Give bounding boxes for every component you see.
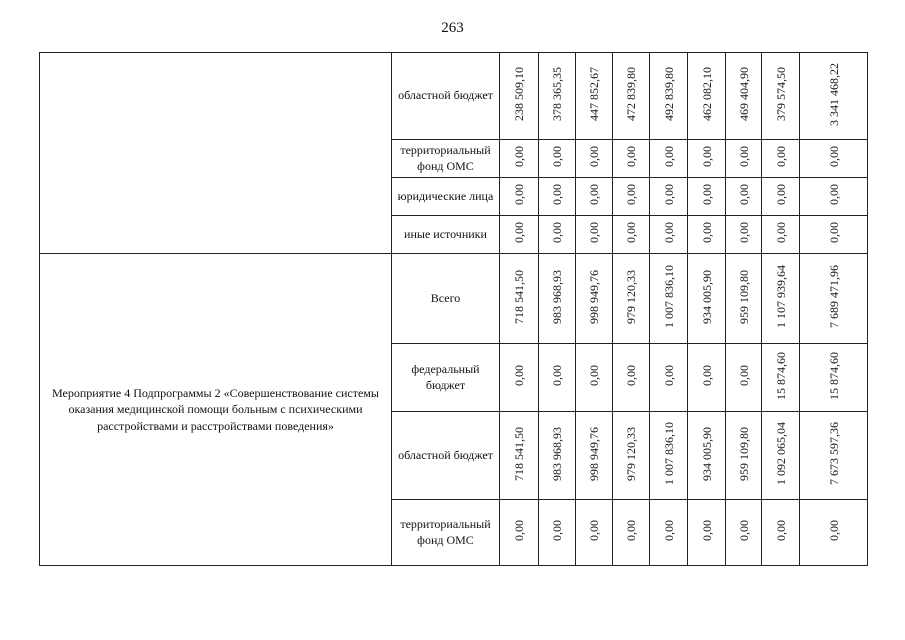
value-cell <box>539 500 576 566</box>
value-text: 1 107 939,64 <box>773 265 788 328</box>
value-cell <box>762 178 800 216</box>
value-text: 7 673 597,36 <box>826 422 841 485</box>
value-text: 0,00 <box>661 222 676 243</box>
value-text: 378 365,35 <box>550 67 564 121</box>
value-cell <box>613 216 650 254</box>
value-cell <box>688 500 726 566</box>
value-text: 934 005,90 <box>699 426 714 481</box>
source-cell: областной бюджет <box>392 53 500 140</box>
value-cell <box>613 53 650 140</box>
value-text: 0,00 <box>624 184 638 205</box>
value-cell <box>539 178 576 216</box>
value-text: 0,00 <box>661 184 676 205</box>
value-cell <box>800 344 868 412</box>
value-text: 0,00 <box>699 146 714 167</box>
value-cell <box>500 254 539 344</box>
value-text: 0,00 <box>773 184 788 205</box>
value-cell <box>539 344 576 412</box>
value-cell <box>613 140 650 178</box>
value-cell <box>576 216 613 254</box>
value-cell <box>800 500 868 566</box>
value-cell <box>576 500 613 566</box>
value-cell <box>650 412 688 500</box>
value-cell <box>500 140 539 178</box>
value-text: 7 689 471,96 <box>826 265 841 328</box>
value-cell <box>539 140 576 178</box>
value-cell <box>688 412 726 500</box>
value-cell <box>650 216 688 254</box>
value-cell <box>539 216 576 254</box>
value-cell <box>613 412 650 500</box>
value-text: 0,00 <box>512 520 526 541</box>
value-text: 0,00 <box>587 146 601 167</box>
value-cell <box>800 216 868 254</box>
value-text: 0,00 <box>826 146 841 167</box>
table-row <box>40 53 868 140</box>
value-cell <box>800 140 868 178</box>
value-cell <box>613 344 650 412</box>
value-cell <box>576 412 613 500</box>
value-cell <box>762 53 800 140</box>
value-text: 0,00 <box>826 222 841 243</box>
value-text: 998 949,76 <box>587 269 601 324</box>
table-row <box>40 254 868 344</box>
value-text: 998 949,76 <box>587 426 601 481</box>
source-cell: федеральный бюджет <box>392 344 500 412</box>
value-cell <box>650 254 688 344</box>
value-text: 983 968,93 <box>550 269 564 324</box>
value-cell <box>800 254 868 344</box>
value-cell <box>726 412 762 500</box>
value-cell <box>613 254 650 344</box>
value-text: 0,00 <box>624 365 638 386</box>
value-text: 15 874,60 <box>773 351 788 400</box>
value-text: 469 404,90 <box>736 67 751 121</box>
value-cell <box>726 344 762 412</box>
value-cell <box>650 344 688 412</box>
value-cell <box>762 140 800 178</box>
value-cell <box>576 178 613 216</box>
value-cell <box>726 500 762 566</box>
source-cell: Всего <box>392 254 500 344</box>
value-cell <box>576 344 613 412</box>
value-text: 0,00 <box>587 520 601 541</box>
value-text: 0,00 <box>736 222 751 243</box>
value-cell <box>688 178 726 216</box>
value-text: 983 968,93 <box>550 426 564 481</box>
value-cell <box>726 140 762 178</box>
value-text: 0,00 <box>773 146 788 167</box>
value-text: 718 541,50 <box>512 426 526 481</box>
value-cell <box>500 216 539 254</box>
value-cell <box>762 412 800 500</box>
value-cell <box>688 140 726 178</box>
value-text: 0,00 <box>826 520 841 541</box>
value-text: 0,00 <box>550 520 564 541</box>
value-cell <box>726 254 762 344</box>
value-text: 0,00 <box>512 146 526 167</box>
value-text: 934 005,90 <box>699 269 714 324</box>
value-cell <box>688 53 726 140</box>
value-text: 0,00 <box>661 146 676 167</box>
value-text: 0,00 <box>699 184 714 205</box>
value-cell <box>762 344 800 412</box>
value-text: 0,00 <box>587 184 601 205</box>
value-text: 1 007 836,10 <box>661 265 676 328</box>
value-text: 0,00 <box>699 365 714 386</box>
value-text: 0,00 <box>512 184 526 205</box>
value-text: 238 509,10 <box>512 67 526 121</box>
value-text: 0,00 <box>661 520 676 541</box>
value-cell <box>688 254 726 344</box>
page-number: 263 <box>441 20 464 36</box>
value-text: 0,00 <box>512 222 526 243</box>
value-cell <box>650 140 688 178</box>
value-cell <box>613 500 650 566</box>
value-cell <box>762 254 800 344</box>
value-text: 0,00 <box>624 520 638 541</box>
value-text: 3 341 468,22 <box>826 62 841 126</box>
value-text: 0,00 <box>773 520 788 541</box>
source-cell: территориальный фонд ОМС <box>392 500 500 566</box>
value-text: 979 120,33 <box>624 426 638 481</box>
value-cell <box>500 344 539 412</box>
value-cell <box>576 254 613 344</box>
value-text: 0,00 <box>736 184 751 205</box>
value-text: 472 839,80 <box>624 67 638 121</box>
value-cell <box>576 140 613 178</box>
value-text: 0,00 <box>736 365 751 386</box>
source-cell: территориальный фонд ОМС <box>392 140 500 178</box>
value-text: 718 541,50 <box>512 269 526 324</box>
value-text: 492 839,80 <box>661 67 676 121</box>
event-title-cell: Мероприятие 4 Подпрограммы 2 «Совершенствование системы оказания медицинской помощи больным с психическими расстройствами и расстройствами поведения» <box>40 254 392 566</box>
value-cell <box>650 53 688 140</box>
value-cell <box>762 500 800 566</box>
value-cell <box>500 178 539 216</box>
value-text: 0,00 <box>624 222 638 243</box>
value-text: 0,00 <box>550 222 564 243</box>
value-cell <box>688 216 726 254</box>
source-cell: иные источники <box>392 216 500 254</box>
value-cell <box>500 500 539 566</box>
value-cell <box>500 53 539 140</box>
value-text: 979 120,33 <box>624 269 638 324</box>
source-cell: областной бюджет <box>392 412 500 500</box>
value-cell <box>688 344 726 412</box>
value-cell <box>726 216 762 254</box>
value-cell <box>762 216 800 254</box>
value-cell <box>800 412 868 500</box>
value-cell <box>650 500 688 566</box>
value-text: 0,00 <box>661 365 676 386</box>
value-text: 0,00 <box>587 222 601 243</box>
value-text: 15 874,60 <box>826 351 841 400</box>
value-cell <box>500 412 539 500</box>
value-text: 1 092 065,04 <box>773 422 788 485</box>
value-text: 462 082,10 <box>699 67 714 121</box>
value-text: 0,00 <box>773 222 788 243</box>
value-cell <box>539 53 576 140</box>
value-cell <box>800 53 868 140</box>
value-cell <box>576 53 613 140</box>
value-cell <box>650 178 688 216</box>
value-text: 959 109,80 <box>736 269 751 324</box>
source-cell: юридические лица <box>392 178 500 216</box>
value-text: 0,00 <box>587 365 601 386</box>
value-cell <box>539 412 576 500</box>
budget-table <box>39 52 868 566</box>
value-text: 0,00 <box>512 365 526 386</box>
value-text: 379 574,50 <box>773 67 788 121</box>
value-text: 0,00 <box>550 146 564 167</box>
value-text: 0,00 <box>550 365 564 386</box>
value-text: 0,00 <box>699 222 714 243</box>
value-cell <box>726 178 762 216</box>
value-text: 0,00 <box>624 146 638 167</box>
value-text: 447 852,67 <box>587 67 601 121</box>
value-cell <box>800 178 868 216</box>
value-cell <box>613 178 650 216</box>
value-text: 0,00 <box>699 520 714 541</box>
event-cell-continued <box>40 53 392 254</box>
value-text: 0,00 <box>826 184 841 205</box>
value-cell <box>726 53 762 140</box>
value-text: 1 007 836,10 <box>661 422 676 485</box>
value-text: 959 109,80 <box>736 426 751 481</box>
value-text: 0,00 <box>550 184 564 205</box>
value-text: 0,00 <box>736 146 751 167</box>
value-text: 0,00 <box>736 520 751 541</box>
value-cell <box>539 254 576 344</box>
